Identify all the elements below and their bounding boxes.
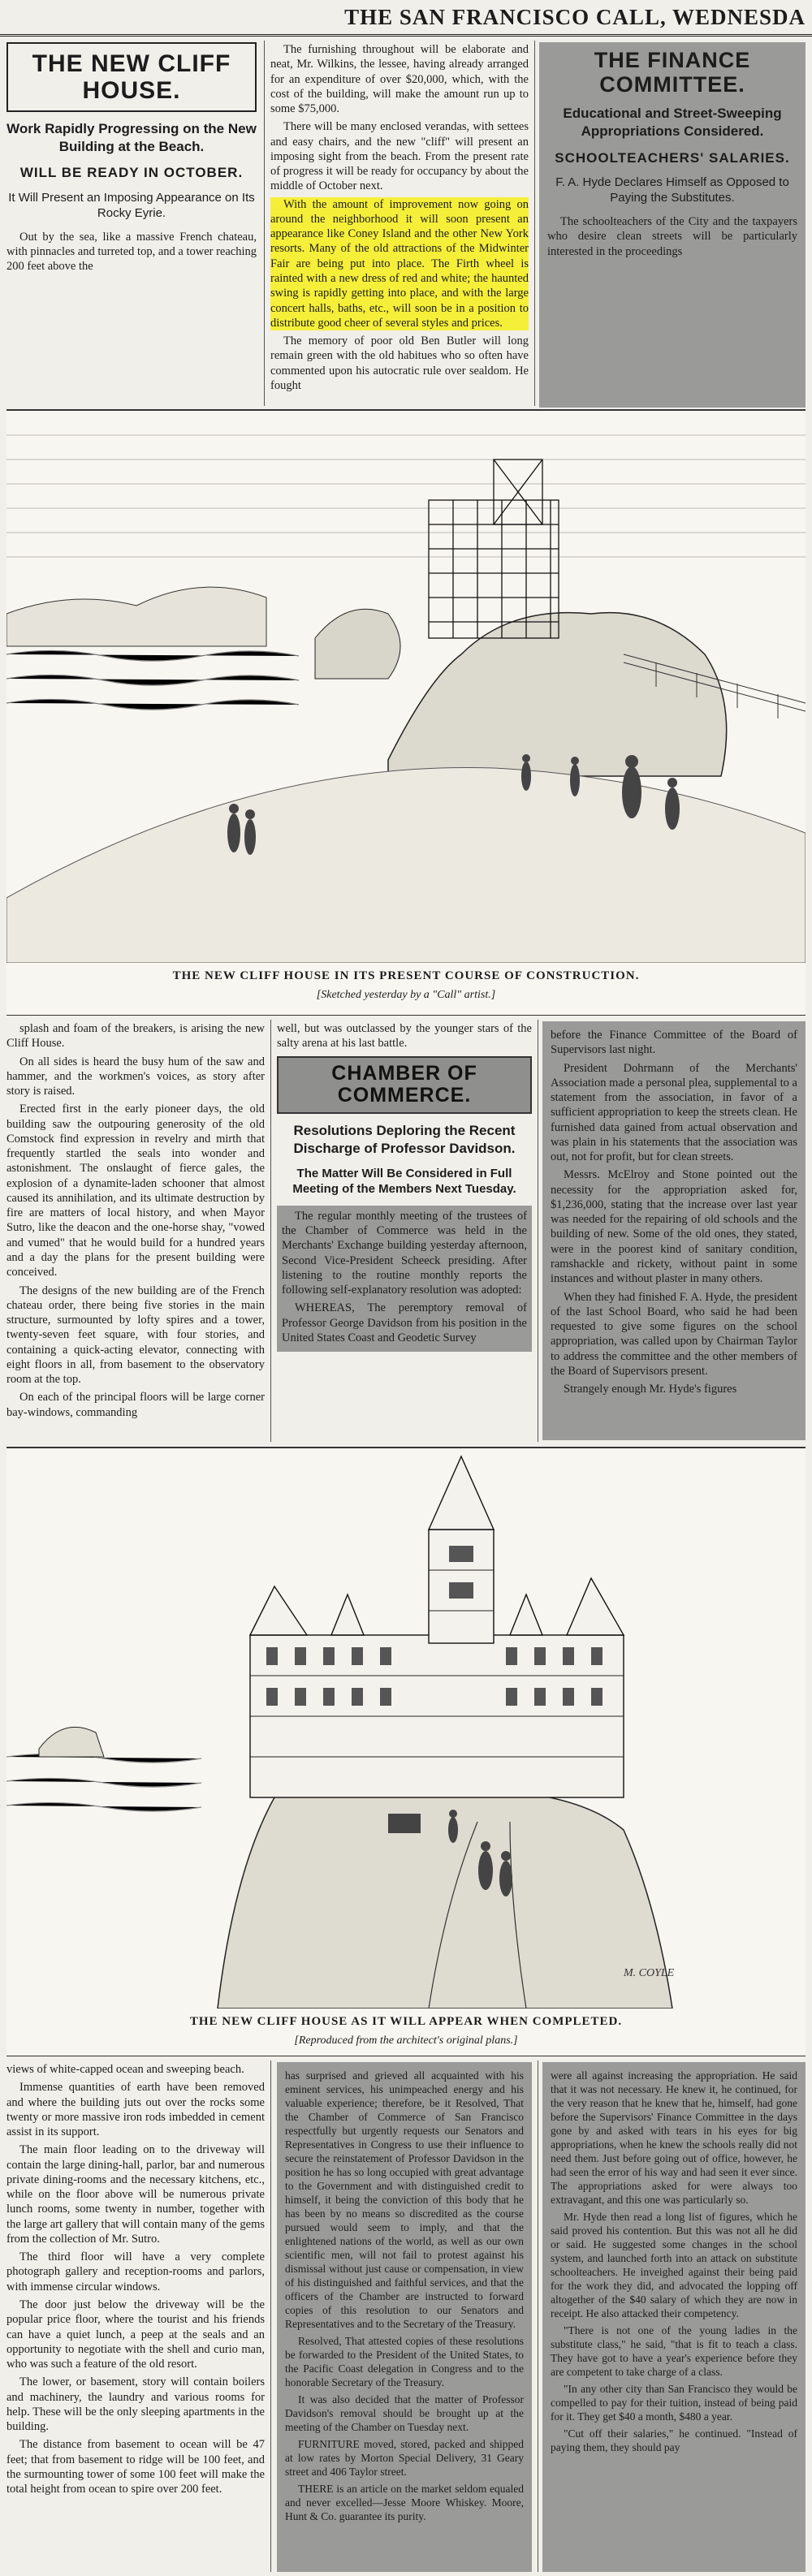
commerce-paragraph: It was also decided that the matter of Professor Davidson's removal should be brought up at the meeting of the Chamber on Tuesday next.: [285, 2393, 524, 2433]
figure-credit: [Sketched yesterday by a "Call" artist.]: [316, 989, 496, 1001]
commerce-paragraph: WHEREAS, The peremptory removal of Professor George Davidson from his position in the United States Coast and Geodetic Survey: [282, 1301, 527, 1344]
commerce-column: [277, 1021, 532, 1440]
cliff-headline: THE NEW CLIFF HOUSE.: [6, 42, 257, 112]
column-divider: [270, 2060, 271, 2572]
finance-deck-1: Educational and Street-Sweeping Appropriations Considered.: [563, 106, 782, 140]
figure-completed: [6, 1447, 806, 2056]
finance-deck-3: F. A. Hyde Declares Himself as Opposed to Paying the Substitutes.: [555, 175, 789, 205]
advertisement: THERE is an article on the market seldom equaled and never excelled—Jesse Moore Whiskey. Moore, Hunt & Co. guarantee its purity.: [285, 2483, 524, 2522]
middle-paragraph: There will be many enclosed verandas, with settees and easy chairs, and the new "cliff" will present an imposing sight from the beach. From the present rate of progress it will be ready for occupancy by about the middle of October next.: [270, 120, 529, 193]
commerce-deck-1: Resolutions Deploring the Recent Discharge of Professor Davidson.: [293, 1122, 516, 1156]
cliff-paragraph: On all sides is heard the busy hum of the saw and hammer, and the workmen's voices, as story after story is raised.: [6, 1055, 265, 1098]
cliff-paragraph: The distance from basement to ocean will be 47 feet; that from basement to ridge will be 100 feet, and the surmounting tower of some 100 feet will make the total height from ocean to spire over 200 feet.: [6, 2438, 265, 2496]
figure-construction: [6, 409, 806, 1016]
cliff-paragraph: Immense quantities of earth have been removed and where the building juts out over the rocks some twenty or more massive iron rods imbedded in cement assist in its support.: [6, 2081, 265, 2139]
finance-deck-2: SCHOOLTEACHERS' SALARIES.: [555, 149, 790, 166]
newspaper-title: THE SAN FRANCISCO CALL, WEDNESDA: [344, 5, 806, 29]
finance-paragraph: When they had finished F. A. Hyde, the president of the last School Board, who said he had been requested to give some figures on the school appropriation, was called upon by Chairman Taylor to address the committee and the other members of the Board of Supervisors present.: [551, 1290, 797, 1378]
middle-paragraph: The furnishing throughout will be elaborate and neat, Mr. Wilkins, the lessee, having already arranged for an expenditure of over $20,000, which, with the cost of the building, will make the amount run up to some $75,000.: [270, 43, 529, 116]
cliff-house-continued: [270, 42, 529, 408]
commerce-headline: CHAMBER OF COMMERCE.: [277, 1056, 532, 1114]
artist-signature: M. COYLE: [624, 1967, 675, 1979]
finance-paragraph: Mr. Hyde then read a long list of figures, which he said proved his contention. But this was not all he did or said. He suggested some changes in the school system, and launched forth into an attack on substitute schoolteachers. He inveighed against their being paid for the work they did, and advocated the lopping off altogether of the $40 salary of which they are now in receipt. He also attacked their competency.: [551, 2211, 797, 2319]
cliff-paragraph: Erected first in the early pioneer days, the old building saw the outpouring generosity of the old Comstock find expression in revelry and mirth that frequently startled the seals into wonder and astonishment. The onslaught of fierce gales, the explosion of a dynamite-laden schooner that almost caused its annihilation, and its ultimate destruction by fire are matters of local history, and when Mayor Sutro, like the deacon and the one-horse shay, "vowed and vumed" that he would build for a hundred years and a day the plans for the present building were conceived.: [6, 1102, 265, 1279]
finance-paragraph: "Cut off their salaries," he continued. "Instead of paying them, they should pay: [551, 2427, 797, 2453]
finance-committee-article: [539, 42, 806, 408]
finance-paragraph: before the Finance Committee of the Board of Supervisors last night.: [551, 1029, 797, 1057]
finance-paragraph: "In any other city than San Francisco they would be compelled to pay for their tuition, instead of being paid for it. They get $40 a month, $480 a year.: [551, 2383, 797, 2423]
cliff-paragraph: The door just below the driveway will be the popular price floor, where the tourist and his friends can have a quiet lunch, a peep at the seals and an opportunity to negotiate with the shell and curio man, who was such a feature of the old resort.: [6, 2298, 265, 2371]
commerce-body-shaded: [277, 1206, 532, 1352]
commerce-conclusion-shaded: [277, 2062, 532, 2572]
construction-sketch: [6, 411, 806, 963]
cliff-deck-3: It Will Present an Imposing Appearance on Its Rocky Eyrie.: [8, 190, 255, 221]
commerce-paragraph: The regular monthly meeting of the trustees of the Chamber of Commerce was held in the Merchants' Exchange building yesterday afternoon, Second Vice-President Scheeck presiding. After listening to the routine monthly reports the following self-explanatory resolution was adopted:: [282, 1209, 527, 1297]
highlighted-paragraph: With the amount of improvement now going on around the neighborhood it will soon present an appearance like Coney Island and the other New York resorts. Many of the old attractions of the Midwinter Fair are being put into place. The Firth wheel is rainted with a new dress of red and white; the haunted swing is rapidly getting into place, and with the large concert halls, baths, etc., will soon be in a position to distribute good cheer of several styles and prices.: [270, 197, 529, 330]
finance-paragraph: Messrs. McElroy and Stone pointed out the necessity for the appropriation asked for, $1,236,000, stating that the increase over last year was needed for the repairing of old schools and the building of new. Some of the old ones, they stated, were in the poorest kind of sanitary condition, ramshackle and rickety, without paint in some instances and without plaster in many others.: [551, 1168, 797, 1286]
commerce-deck-2: The Matter Will Be Considered in Full Meeting of the Members Next Tuesday.: [292, 1166, 516, 1197]
cliff-house-body: [6, 1021, 265, 1440]
figure-caption: THE NEW CLIFF HOUSE AS IT WILL APPEAR WHEN COMPLETED.: [189, 2015, 623, 2028]
cliff-paragraph: views of white-capped ocean and sweeping beach.: [6, 2063, 244, 2076]
column-divider: [270, 1020, 271, 1442]
cliff-deck-1: Work Rapidly Progressing on the New Building at the Beach.: [6, 121, 257, 155]
cliff-paragraph: The designs of the new building are of the French chateau order, there being five stories in the main structure, surmounted by lofty spires and a tower, twenty-seven feet square, with four stories, and containing a quick-acting elevator, connecting with eight floors in all, from basement to the observatory room at the top.: [6, 1284, 265, 1387]
cliff-house-conclusion: [6, 2062, 265, 2572]
completed-drawing: [6, 1448, 806, 2009]
advertisement: FURNITURE moved, stored, packed and shipped at low rates by Morton Special Delivery, 31 Geary street and 406 Taylor street.: [285, 2438, 524, 2478]
middle-paragraph: The memory of poor old Ben Butler will long remain green with the old habitues who so often have commented upon his autocratic rule over sealdom. He fought: [270, 334, 529, 392]
middle-paragraph: well, but was outclassed by the younger stars of the salty arena at his last battle.: [277, 1022, 532, 1051]
finance-paragraph: were all against increasing the appropriation. He said that it was not necessary. He knew it, he continued, for the very reason that he knew that he, himself, had gone before the Supervisors' Finance Committee in the days gone by and asked with tears in his eyes for big appropriations, when he knew the schools really did not need them. Just before going out of office, however, he had seen the error of his way and had seen it ever since. The appropriations asked for were always too extravagant, and this one was particularly so.: [551, 2069, 797, 2206]
finance-column-shaded: [542, 1021, 806, 1440]
finance-paragraph: President Dohrmann of the Merchants' Association made a personal plea, supplemental to a statement from the association, in favor of a sufficient appropriation to keep the streets clean. He furnished data gained from actual observation and was plain in his statements that the association was out, not for profit, but for clean streets.: [551, 1061, 797, 1164]
finance-conclusion-shaded: [542, 2062, 806, 2572]
cliff-paragraph: The lower, or basement, story will contain boilers and machinery, the laundry and various rooms for help. These will be the only sleeping apartments in the building.: [6, 2375, 265, 2434]
column-divider: [534, 41, 535, 406]
finance-headline: THE FINANCE COMMITTEE.: [594, 48, 751, 97]
figure-caption: THE NEW CLIFF HOUSE IN ITS PRESENT COURSE OF CONSTRUCTION.: [172, 969, 640, 982]
masthead: [0, 0, 812, 37]
cliff-paragraph: On each of the principal floors will be large corner bay-windows, commanding: [6, 1391, 265, 1419]
finance-paragraph: The schoolteachers of the City and the taxpayers who desire clean streets will be particularly interested in the proceedings: [547, 214, 797, 258]
finance-paragraph: "There is not one of the young ladies in the substitute class," he said, "that is fit to teach a class. They have got to have a year's experience before they are competent to take charge of a class.: [551, 2324, 797, 2378]
cliff-paragraph: Out by the sea, like a massive French chateau, with pinnacles and turreted top, and a tower reaching 200 feet above the: [6, 230, 257, 274]
cliff-paragraph: splash and foam of the breakers, is arising the new Cliff House.: [6, 1022, 265, 1051]
commerce-paragraph: has surprised and grieved all acquainted with his eminent services, his unimpeached energy and his valuable experience; therefore, be it Resolved, That the Chamber of Commerce of San Francisco respectfully but urgently requests our Senators and Representatives in Congress to use their influence to secure the reinstatement of Professor Davidson in the position he has so long occupied with great advantage to the Government and with distinguished credit to himself, it being the conviction of this body that he has been by no means so discredited as the course pursued would seem to imply, and that the enlightened nations of the world, as well as our own scientific men, will not fail to protest against his dismissal without just cause or compensation, in view of his distinguished and faithful services, and that the officers of the Chamber are instructed to forward copies of this resolution to our Senators and Representatives and to the Secretary of the Treasury.: [285, 2069, 524, 2330]
commerce-paragraph: Resolved, That attested copies of these resolutions be forwarded to the President of the United States, to the Pacific Coast delegation in Congress and to the honorable Secretary of the Treasury.: [285, 2335, 524, 2388]
cliff-deck-2: WILL BE READY IN OCTOBER.: [19, 165, 244, 181]
figure-credit: [Reproduced from the architect's original plans.]: [294, 2034, 518, 2047]
cliff-paragraph: The main floor leading on to the driveway will contain the large dining-hall, parlor, bar and numerous private dining-rooms and the necessary kitchens, etc., while on the floor above will be numerous private lunch rooms, some twenty in number, together with the large art gallery that will contain many of the gems from the collection of Mr. Sutro.: [6, 2143, 265, 2246]
column-divider: [264, 41, 265, 406]
cliff-house-article: [6, 42, 257, 408]
cliff-paragraph: The third floor will have a very complete photograph gallery and reception-rooms and parlors, with immense circular windows.: [6, 2250, 265, 2293]
finance-paragraph: Strangely enough Mr. Hyde's figures: [564, 1383, 737, 1396]
